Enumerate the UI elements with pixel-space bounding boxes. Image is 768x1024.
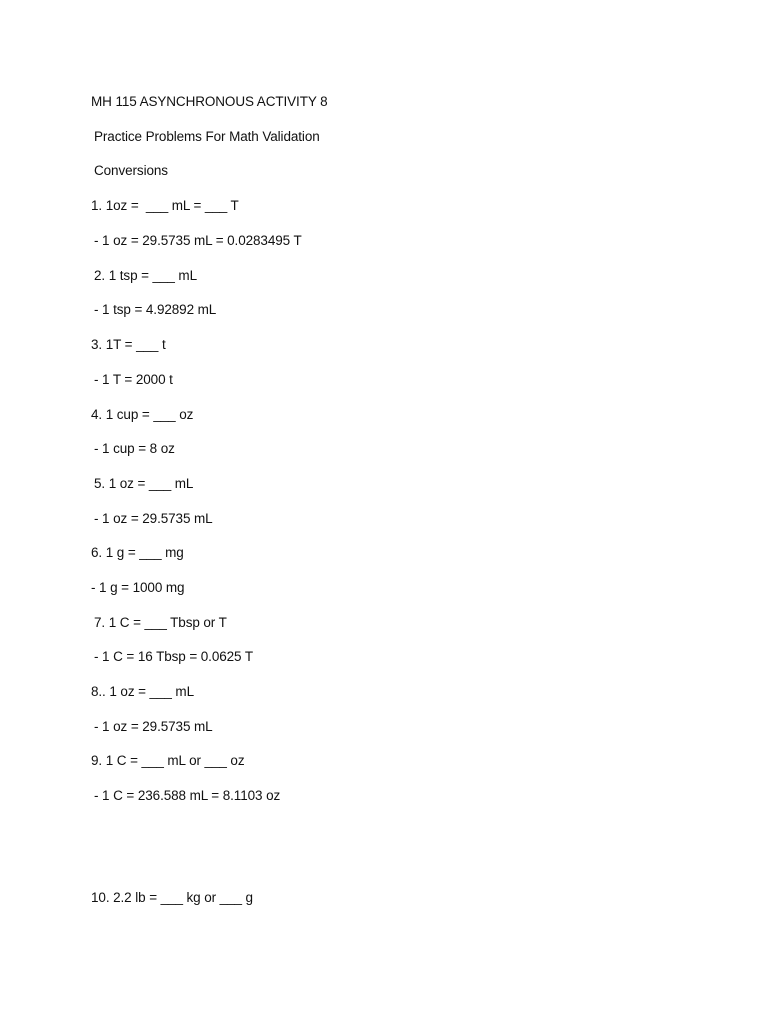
problem-3-question: 3. 1T = ___ t <box>91 337 166 352</box>
problem-6-question: 6. 1 g = ___ mg <box>91 545 184 560</box>
problem-5-question: 5. 1 oz = ___ mL <box>94 476 194 491</box>
document-subtitle: Practice Problems For Math Validation <box>94 129 320 144</box>
problem-8-answer: - 1 oz = 29.5735 mL <box>94 719 213 734</box>
document-title: MH 115 ASYNCHRONOUS ACTIVITY 8 <box>91 94 328 109</box>
problem-1-answer: - 1 oz = 29.5735 mL = 0.0283495 T <box>94 233 302 248</box>
problem-7-question: 7. 1 C = ___ Tbsp or T <box>94 615 227 630</box>
problem-6-answer: - 1 g = 1000 mg <box>91 580 185 595</box>
problem-9-answer: - 1 C = 236.588 mL = 8.1103 oz <box>94 788 281 803</box>
problem-4-answer: - 1 cup = 8 oz <box>94 441 175 456</box>
problem-8-question: 8.. 1 oz = ___ mL <box>91 684 194 699</box>
problem-9-question: 9. 1 C = ___ mL or ___ oz <box>91 753 245 768</box>
problem-7-answer: - 1 C = 16 Tbsp = 0.0625 T <box>94 649 254 664</box>
problem-2-answer: - 1 tsp = 4.92892 mL <box>94 302 217 317</box>
problem-2-question: 2. 1 tsp = ___ mL <box>94 268 197 283</box>
problem-5-answer: - 1 oz = 29.5735 mL <box>94 511 213 526</box>
problem-10-question: 10. 2.2 lb = ___ kg or ___ g <box>91 890 253 905</box>
problem-1-question: 1. 1oz = ___ mL = ___ T <box>91 198 239 213</box>
problem-4-question: 4. 1 cup = ___ oz <box>91 407 194 422</box>
problem-3-answer: - 1 T = 2000 t <box>94 372 173 387</box>
section-heading: Conversions <box>94 163 168 178</box>
